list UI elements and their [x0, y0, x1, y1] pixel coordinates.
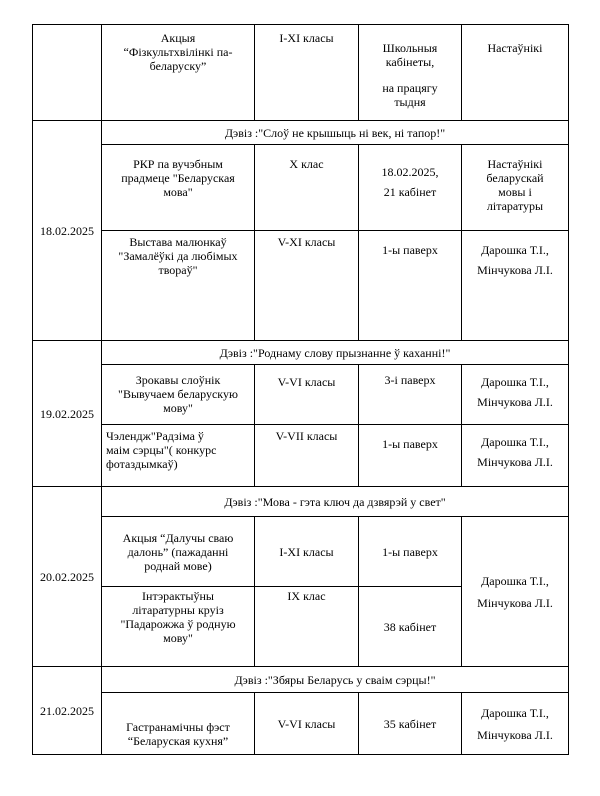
event-cell [102, 517, 255, 587]
responsible-line: мовы і [498, 185, 532, 199]
place-line: 18.02.2025, [381, 165, 439, 179]
motto-row [33, 341, 569, 365]
place-cell [359, 517, 462, 587]
table-row [33, 231, 569, 341]
event-line: РКР па вучэбным [133, 157, 223, 171]
place-line: кабінеты, [385, 55, 435, 69]
grades-cell [255, 365, 359, 425]
responsible-line: Дарошка Т.І., [481, 435, 549, 449]
event-cell [102, 231, 255, 341]
event-line: Гастранамічны фэст [126, 720, 230, 734]
place-line: 1-ы паверх [382, 243, 438, 257]
event-line: "Замалёўкі да любімых [118, 249, 238, 263]
motto-cell [102, 341, 569, 365]
place-line: 3-і паверх [384, 373, 436, 387]
event-line: “Беларуская кухня” [127, 734, 229, 748]
place-cell [359, 693, 462, 755]
table-row [33, 25, 569, 121]
event-line: "Вывучаем беларускую [118, 387, 238, 401]
grades-cell [255, 425, 359, 487]
responsible-line: Дарошка Т.І., [481, 573, 549, 588]
place-line: тыдня [394, 95, 426, 109]
responsible-line: Мінчукова Л.І. [477, 455, 553, 469]
responsible-line: Дарошка Т.І., [481, 243, 549, 257]
motto-cell [102, 121, 569, 145]
grades-cell [255, 517, 359, 587]
event-cell [102, 425, 255, 487]
event-line: мову" [163, 401, 193, 415]
place-line: 21 кабінет [383, 185, 437, 199]
motto-row [33, 487, 569, 517]
motto-row [33, 667, 569, 693]
grades-text: V-VI класы [277, 375, 336, 389]
motto-text: Дэвіз :"Слоў не крышыць ні век, ні тапор!" [224, 125, 446, 140]
date-cell [33, 121, 102, 341]
place-line: 38 кабінет [383, 619, 437, 634]
responsible-cell [462, 25, 569, 121]
motto-cell [102, 667, 569, 693]
event-line: Інтэрактыўны [142, 589, 214, 603]
responsible-line: Дарошка Т.І., [481, 705, 549, 720]
place-cell [359, 425, 462, 487]
place-cell [359, 587, 462, 667]
grades-text: V-VI класы [277, 716, 336, 731]
grades-cell [255, 145, 359, 231]
responsible-line: Мінчукова Л.І. [477, 595, 553, 610]
grades-text: І-ХІ класы [279, 544, 334, 559]
schedule-table [32, 24, 569, 755]
event-line: далонь” (пажаданні [127, 544, 229, 559]
responsible-line: Мінчукова Л.І. [477, 395, 553, 409]
responsible-line: беларускай [486, 171, 544, 185]
place-cell [359, 25, 462, 121]
event-line: маім сэрцы"( конкурс [106, 443, 217, 457]
grades-cell [255, 587, 359, 667]
date-text: 20.02.2025 [40, 569, 94, 584]
event-line: мова" [163, 185, 193, 199]
event-line: твораў" [158, 263, 198, 277]
responsible-line: Мінчукова Л.І. [477, 727, 553, 742]
date-cell [33, 487, 102, 667]
date-text: 21.02.2025 [40, 703, 94, 718]
grades-text: ІХ клас [287, 589, 326, 603]
motto-row [33, 121, 569, 145]
table-row [33, 425, 569, 487]
responsible-cell [462, 145, 569, 231]
place-cell [359, 145, 462, 231]
table-row [33, 145, 569, 231]
grades-text: V-ХІ класы [277, 235, 336, 249]
date-cell [33, 667, 102, 755]
responsible-line: Настаўнікі [487, 157, 543, 171]
date-text: 18.02.2025 [40, 223, 94, 238]
event-cell [102, 587, 255, 667]
grades-cell [255, 693, 359, 755]
motto-cell [102, 487, 569, 517]
responsible-cell [462, 517, 569, 667]
date-cell [33, 341, 102, 487]
event-cell [102, 693, 255, 755]
responsible-text: Настаўнікі [487, 41, 543, 55]
responsible-line: Дарошка Т.І., [481, 375, 549, 389]
date-cell [33, 25, 102, 121]
motto-text: Дэвіз :"Роднаму слову прызнанне ў каханні!" [219, 345, 451, 360]
grades-cell [255, 25, 359, 121]
table-row [33, 517, 569, 587]
responsible-line: Мінчукова Л.І. [477, 263, 553, 277]
event-line: беларуску” [149, 59, 207, 73]
place-line: 35 кабінет [383, 716, 437, 731]
date-text: 19.02.2025 [40, 406, 94, 421]
responsible-cell [462, 425, 569, 487]
grades-cell [255, 231, 359, 341]
responsible-line: літаратуры [486, 199, 544, 213]
place-line: 1-ы паверх [382, 544, 438, 559]
responsible-cell [462, 231, 569, 341]
place-line: Школьныя [382, 41, 438, 55]
event-line: Чэлендж"Радзіма ў [106, 429, 204, 443]
event-line: Зрокавы слоўнік [135, 373, 221, 387]
responsible-cell [462, 365, 569, 425]
event-line: фотаздымкаў) [106, 457, 178, 471]
event-line: Выстава малюнкаў [129, 235, 227, 249]
place-cell [359, 365, 462, 425]
event-cell [102, 145, 255, 231]
table-row [33, 693, 569, 755]
table-row [33, 365, 569, 425]
motto-text: Дэвіз :"Збяры Беларусь у сваім сэрцы!" [234, 672, 436, 687]
event-line: “Фізкультхвілінкі па- [123, 45, 233, 59]
grades-text: І-ХІ класы [279, 31, 334, 45]
grades-text: Х клас [289, 157, 324, 171]
event-line: "Падарожжа ў родную [120, 617, 236, 631]
event-line: роднай мове) [144, 558, 212, 573]
event-line: Акцыя “Далучы сваю [122, 530, 234, 545]
event-line: Акцыя [160, 31, 196, 45]
place-line: 1-ы паверх [382, 437, 438, 451]
place-line: на працягу [382, 81, 438, 95]
responsible-cell [462, 693, 569, 755]
event-cell [102, 365, 255, 425]
grades-text: V-VІІ класы [275, 429, 338, 443]
event-line: мову" [163, 631, 193, 645]
motto-text: Дэвіз :"Мова - гэта ключ да дзвярэй у свет" [224, 494, 446, 509]
event-cell [102, 25, 255, 121]
place-cell [359, 231, 462, 341]
event-line: літаратурны круіз [132, 603, 224, 617]
event-line: прадмеце "Беларуская [121, 171, 235, 185]
